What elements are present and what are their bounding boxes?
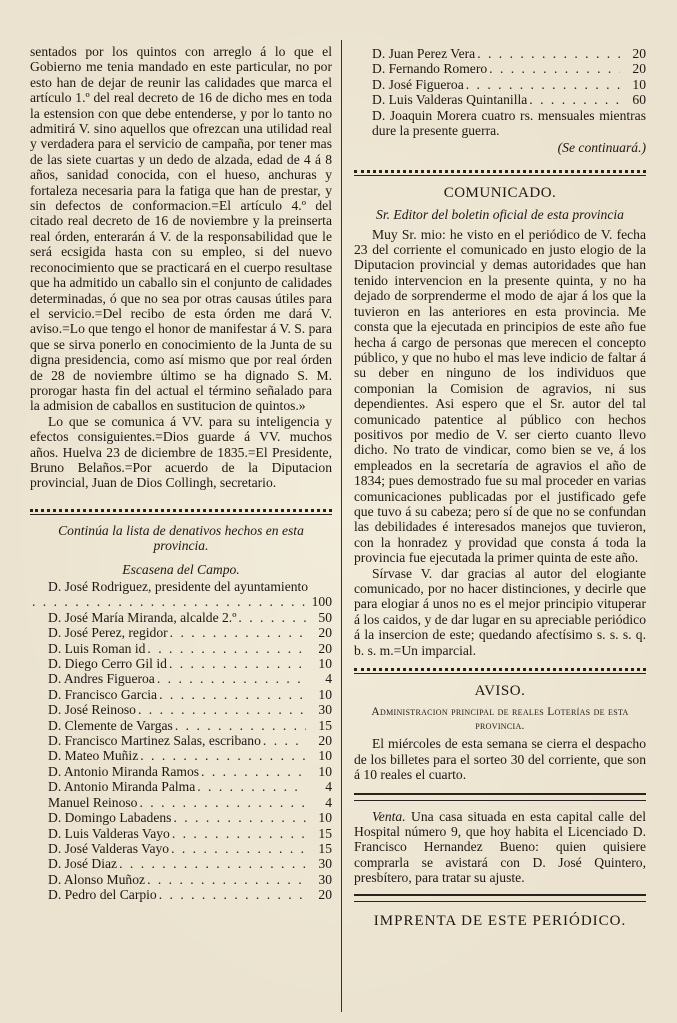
donation-first-name: D. José Rodriguez, presidente del ayuntamiento [48, 579, 309, 594]
donation-entry [30, 795, 332, 810]
donation-entry [30, 779, 332, 794]
leader-dots [475, 46, 620, 61]
leader-dots [464, 77, 620, 92]
donor-name: D. Fernando Romero [372, 61, 488, 77]
donation-amount: 10 [318, 748, 332, 764]
donor-name: D. Antonio Miranda Ramos [48, 763, 200, 779]
donor-name: D. José Perez, regidor [48, 625, 168, 641]
donation-first-entry [30, 579, 332, 594]
donation-entry [30, 656, 332, 671]
donation-amount: 100 [311, 594, 332, 610]
leader-dots [168, 625, 306, 640]
leader-dots [527, 92, 620, 107]
aviso-subheading: Administracion principal de reales Loterías de esta provincia. [371, 706, 629, 733]
donor-name: D. José María Miranda, alcalde 2.º [48, 609, 237, 625]
donation-note: D. Joaquin Morera cuatro rs. mensuales mientras dure la presente guerra. [372, 107, 646, 139]
leader-dots [261, 733, 306, 748]
donation-amount: 10 [318, 763, 332, 779]
donor-name: D. José Valderas Vayo [48, 840, 170, 856]
donation-first-amount-row [30, 594, 332, 609]
leader-dots [169, 841, 306, 856]
donation-entry [30, 856, 332, 871]
leader-dots [171, 810, 306, 825]
donation-entry [30, 826, 332, 841]
left-column [30, 44, 332, 903]
donation-amount: 10 [318, 810, 332, 826]
leader-dots [167, 656, 306, 671]
donor-name: Manuel Reinoso [48, 794, 138, 810]
donations-list [30, 610, 332, 903]
comunicado-heading: COMUNICADO. [443, 184, 557, 201]
donation-amount: 10 [632, 76, 646, 92]
leader-dots [487, 61, 620, 76]
donation-amount: 15 [318, 825, 332, 841]
donation-entry [30, 671, 332, 686]
comunicado-body: Muy Sr. mio: he visto en el periódico de V. fecha 23 del corriente el comunicado en justo elogio de la Diputacion provincial y demas autoridades que han tenido intervencion en la presente quinta, y no ha dejado de sorprenderme el modo de ajar á los que la tuvieron en las anteriores en esta provincia. Me consta que la ejecutada en principios de este año fue hecha á cargo de personas que merecen el concepto público, y que no hubo el mas leve indicio de faltar á su deber en ninguno de los individuos que componian la Comision de agravios, ni sus dependientes. Asi espero que el Sr. autor del tal comunicado patentice al público con hechos positivos por medio de V. ser cierto cuanto llevo dicho. No trato de vindicar, como bien se ve, á los empleados en la secretaría de agravios el año de 1834; pues demostrado fue su mal proceder en varias comunicaciones publicadas por el justificado gefe que tuvo á su cabeza; pero sí de que no se confundan las debilidades é interesados manejos que tuvieron, con la honradez y providad que consta á toda la provincia fue ejecutada la primer quinta de este año. [354, 226, 646, 566]
imprint: IMPRENTA DE ESTE PERIÓDICO. [373, 912, 627, 929]
donation-amount: 20 [318, 887, 332, 903]
donation-amount: 15 [318, 717, 332, 733]
leader-dots [155, 671, 306, 686]
donation-amount: 10 [318, 656, 332, 672]
donation-entry [30, 610, 332, 625]
donor-name: D. José Diaz [48, 856, 118, 872]
donation-entry [30, 718, 332, 733]
donation-amount: 4 [325, 671, 332, 687]
donation-amount: 4 [325, 794, 332, 810]
leader-dots [173, 718, 306, 733]
donation-amount: 20 [318, 625, 332, 641]
donation-entry [30, 810, 332, 825]
right-column [354, 46, 646, 929]
donation-entry [354, 61, 646, 76]
section-rule [354, 170, 646, 176]
leader-dots [157, 887, 306, 902]
donor-name: D. Domingo Labadens [48, 810, 172, 826]
donor-name: D. Alonso Muñoz [48, 871, 146, 887]
donation-amount: 50 [318, 609, 332, 625]
leader-dots [157, 687, 306, 702]
donor-name: D. José Figueroa [372, 76, 464, 92]
donation-entry [354, 77, 646, 92]
donor-name: D. Francisco Martinez Salas, escribano [48, 733, 261, 749]
section-rule [354, 894, 646, 902]
aviso-heading: AVISO. [474, 683, 526, 700]
donation-entry [30, 764, 332, 779]
leader-dots [137, 795, 306, 810]
donation-amount: 20 [632, 46, 646, 61]
donation-amount: 60 [632, 92, 646, 108]
donor-name: D. Andres Figueroa [48, 671, 155, 687]
donations-town: Escasena del Campo. [122, 561, 240, 577]
donor-name: D. Antonio Miranda Palma [48, 779, 196, 795]
donation-amount: 20 [632, 61, 646, 77]
donor-name: D. Diego Cerro Gil id [48, 656, 167, 672]
donation-entry [30, 748, 332, 763]
leader-dots [236, 610, 306, 625]
donor-name: D. Luis Valderas Vayo [48, 825, 170, 841]
to-be-continued: (Se continuará.) [557, 140, 646, 156]
donation-entry [30, 872, 332, 887]
donor-name: D. Clemente de Vargas [48, 717, 173, 733]
venta-label: Venta. [372, 808, 406, 824]
donations-list-continued [354, 46, 646, 108]
donation-amount: 15 [318, 840, 332, 856]
leader-dots [30, 594, 306, 609]
decree-continuation: sentados por los quintos con arreglo á lo que el Gobierno me tenia mandado en este particular, no por esto han de dejar de reunir las calidades que marca el artículo 1.º del real decreto de 16 de dicho mes en toda la estension con que debe entenderse, y por lo tanto no admitirá V. sino aquellos que ofrezcan una utilidad real y verdadera para el servicio de campaña, por tener mas de las siete cuartas y un dedo de alzada, edad de 4 á 8 años, sanidad conocida, con el hueso, anchuras y fortaleza necesaria para la fatiga que han de prestar, y sin defectos de conformacion.=El artículo 4.º del citado real decreto de 16 de noviembre y la preinserta real órden, enterarán á V. de la responsabilidad que le será ecsigida hasta con su empleo, si del nuevo reconocimiento que se practicará en el cuerpo resultase que ha admitido un caballo sin el conjunto de calidades determinadas, ó que no sea por otras causas útiles para el servicio.=Del recibo de esta órden me dará V. aviso.=Lo que tengo el honor de manifestar á V. S. para que se sirva ponerlo en conocimiento de la Junta de su digna presidencia, como así mismo que por real órden de 28 de noviembre último se ha dignado S. M. prorogar hasta fin del actual el término señalado para la admision de caballos en sustitucion de quintos.» [30, 44, 332, 414]
donor-name: D. Luis Valderas Quintanilla [372, 92, 528, 108]
donation-amount: 10 [318, 686, 332, 702]
donor-name: D. Mateo Muñiz [48, 748, 139, 764]
donation-amount: 20 [318, 733, 332, 749]
comunicado-salutation: Sr. Editor del boletin oficial de esta provincia [376, 207, 624, 223]
donor-name: D. Francisco Garcia [48, 686, 158, 702]
donation-amount: 4 [325, 779, 332, 795]
donation-amount: 20 [318, 640, 332, 656]
decree-closing: Lo que se comunica á VV. para su inteligencia y efectos consiguientes.=Dios guarde á VV. muchos años. Huelva 23 de diciembre de 1835.=El Presidente, Bruno Belaños.=Por acuerdo de la Diputacion provincial, Juan de Dios Collingh, secretario. [30, 413, 332, 491]
donation-amount: 30 [318, 702, 332, 718]
donation-entry [30, 733, 332, 748]
leader-dots [138, 748, 306, 763]
donor-name: D. Juan Perez Vera [372, 46, 476, 61]
donation-entry [354, 46, 646, 61]
donation-entry [30, 841, 332, 856]
section-rule [354, 793, 646, 801]
donations-list-title: Continúa la lista de denativos hechos en esta provincia. [58, 522, 304, 554]
leader-dots [145, 641, 306, 656]
aviso-body: El miércoles de esta semana se cierra el despacho de los billetes para el sorteo 30 del corriente, que son á 10 reales el cuarto. [354, 736, 646, 783]
donation-entry [30, 641, 332, 656]
donor-name: D. Pedro del Carpio [48, 887, 157, 903]
leader-dots [199, 764, 306, 779]
donation-entry [30, 702, 332, 717]
section-rule [30, 509, 332, 515]
donation-entry [30, 887, 332, 902]
column-divider [341, 40, 342, 1012]
donor-name: D. Luis Roman id [48, 640, 146, 656]
venta-notice [354, 809, 646, 886]
donation-entry [354, 92, 646, 107]
section-rule [354, 668, 646, 674]
leader-dots [195, 779, 306, 794]
leader-dots [117, 856, 306, 871]
donation-amount: 30 [318, 856, 332, 872]
donation-entry [30, 625, 332, 640]
leader-dots [145, 872, 306, 887]
donation-amount: 30 [318, 871, 332, 887]
venta-body: Una casa situada en esta capital calle del Hospital número 9, que hoy habita el Licenciado D. Francisco Hernandez Bueno: quien quisiere comprarla se avistará con D. José Quintero, presbítero, para tratar su ajuste. [354, 808, 646, 886]
leader-dots [136, 702, 306, 717]
donor-name: D. José Reinoso [48, 702, 136, 718]
leader-dots [170, 826, 306, 841]
comunicado-closing: Sírvase V. dar gracias al autor del elogiante comunicado, por no hacer distinciones, y decirle que para elogiar á unos no es el mejor principio vituperar á los caidos, y de dar lugar en su apreciable periódico á la insercion de este; quedando afectísimo s. s. s. q. b. s. m.=Un imparcial. [354, 565, 646, 658]
donation-entry [30, 687, 332, 702]
